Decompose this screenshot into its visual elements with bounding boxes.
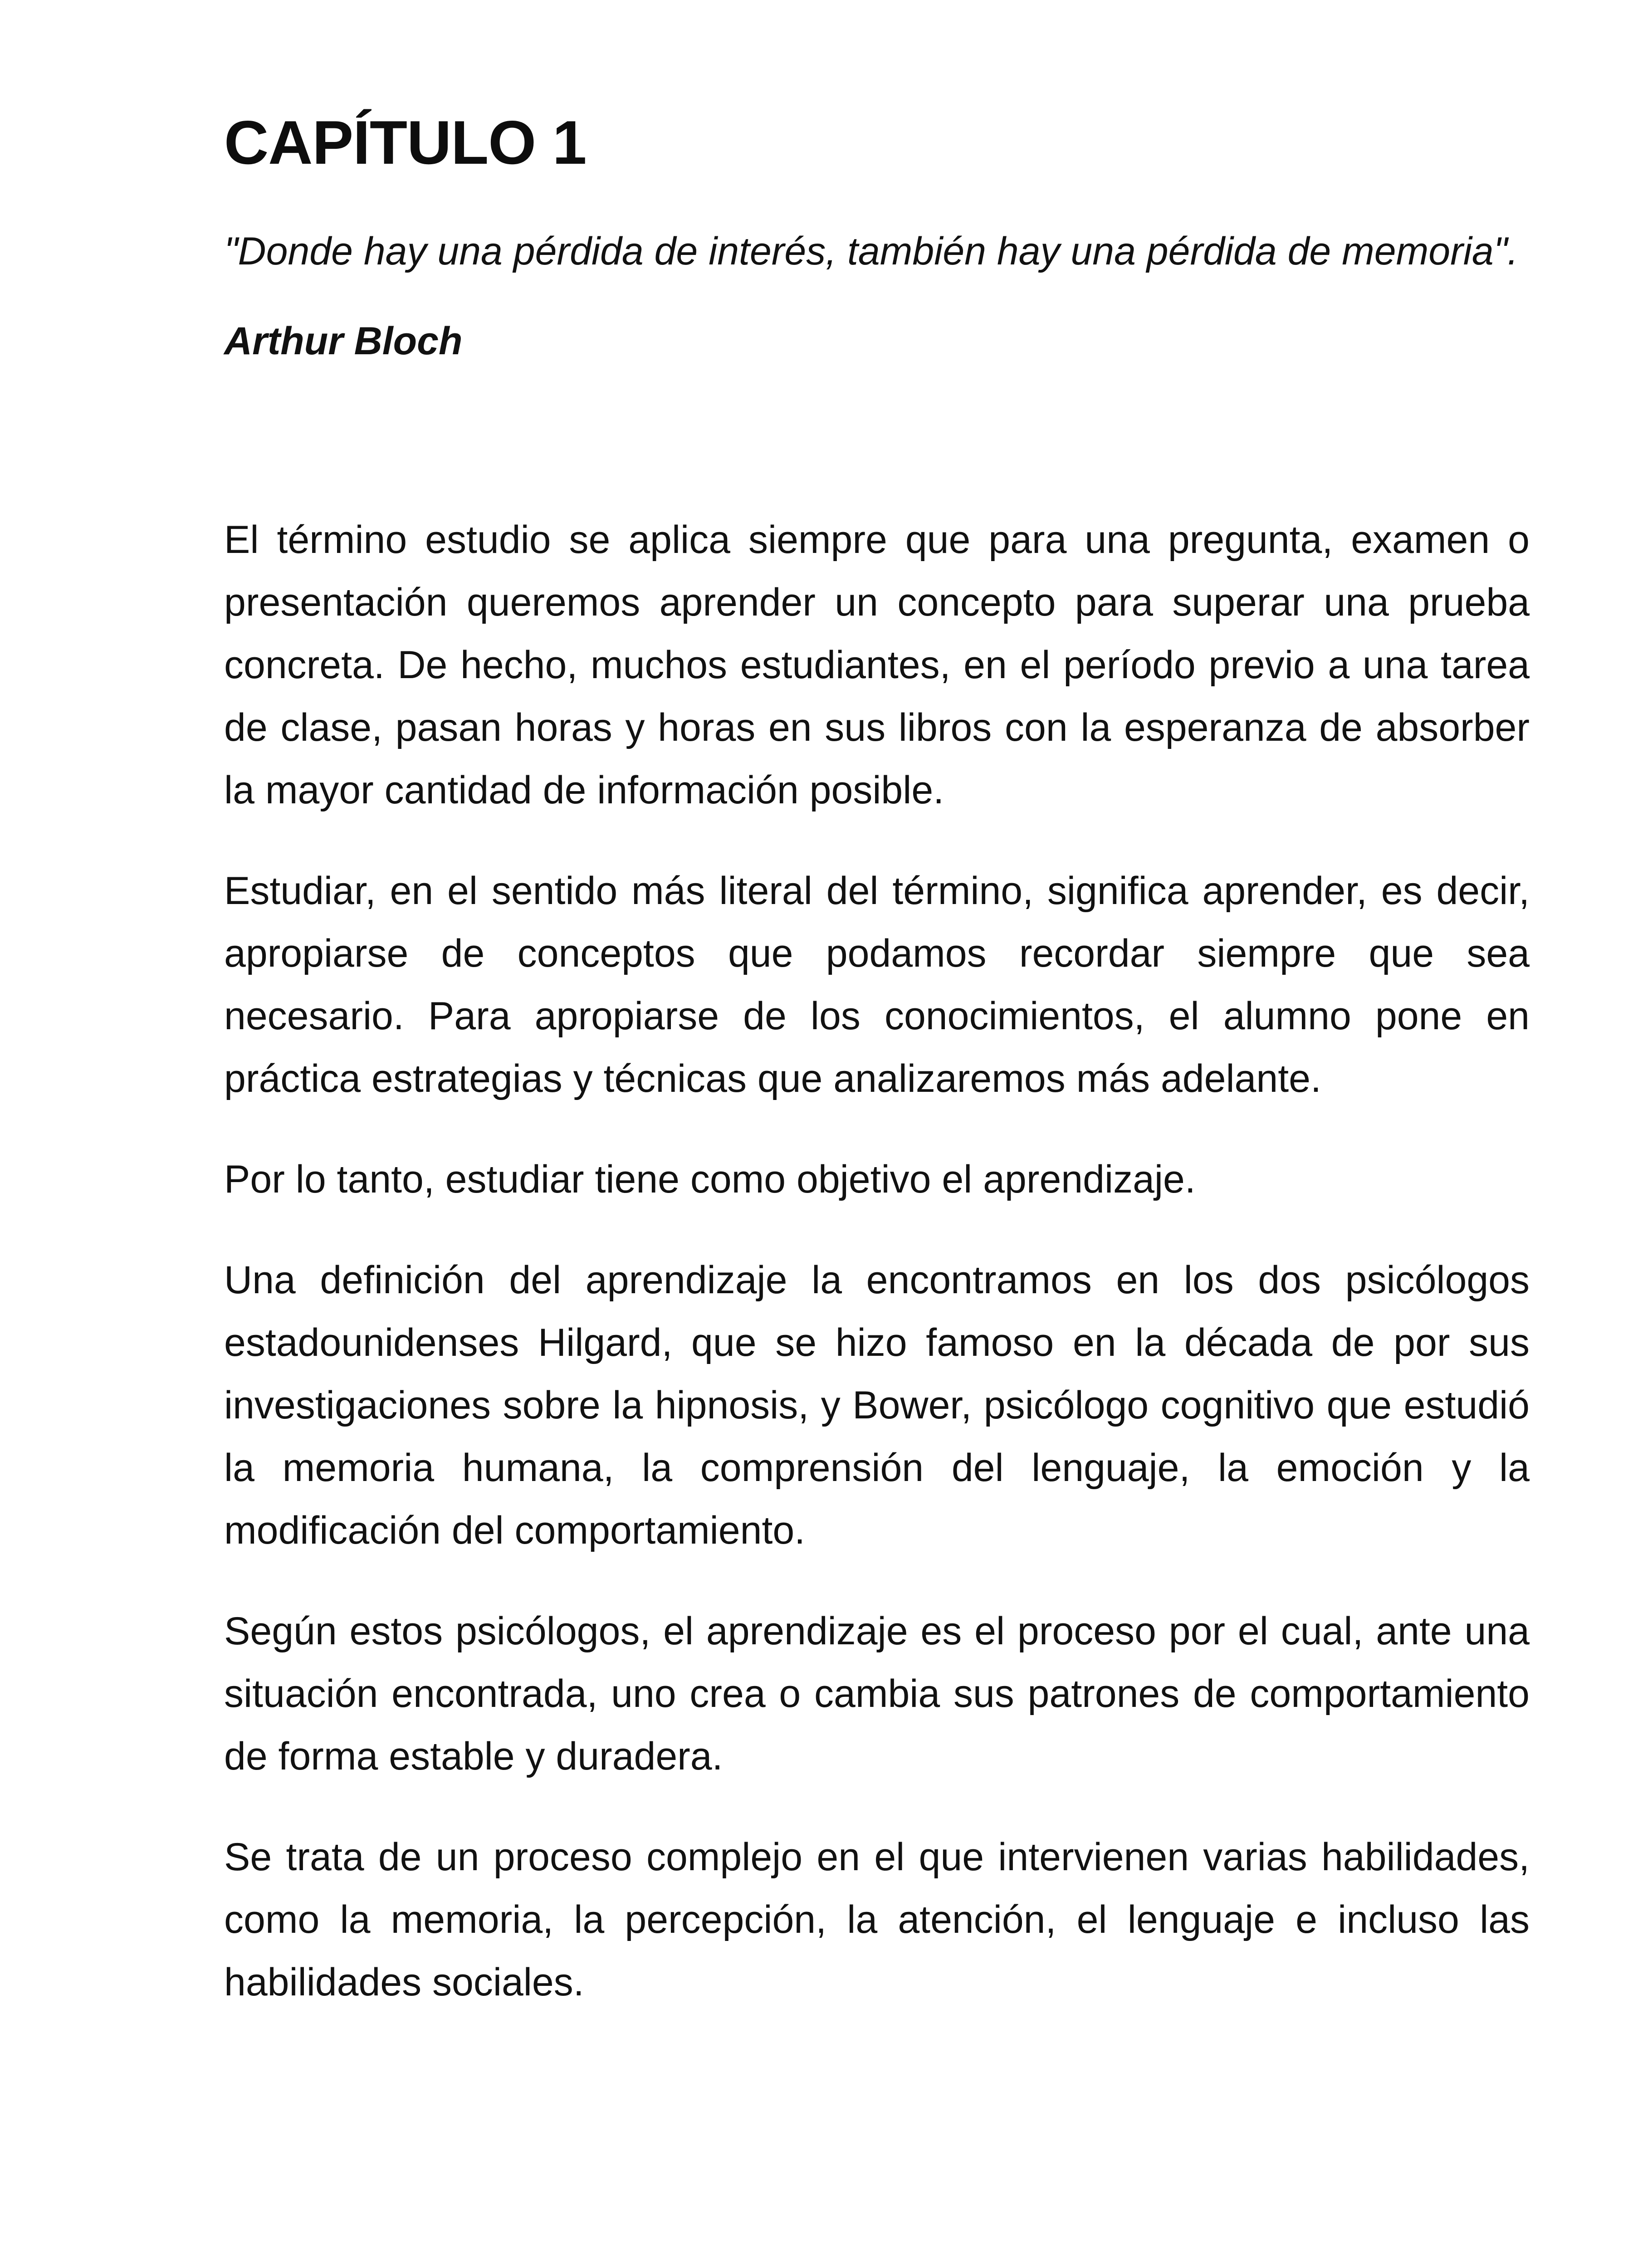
body-paragraph: Una definición del aprendizaje la encontramos en los dos psicólogos estadounidenses Hilgard, que se hizo famoso en la década de por sus investigaciones sobre la hipnosis, y Bower, psicólogo cognitivo que estudió la memoria humana, la comprensión del lenguaje, la emoción y la modificación del comportamiento. [224, 1258, 1530, 1552]
chapter-title: CAPÍTULO 1 [224, 108, 587, 177]
body-paragraph: Se trata de un proceso complejo en el que intervienen varias habilidades, como la memoria, la percepción, la atención, el lenguaje e incluso las habilidades sociales. [224, 1835, 1530, 2004]
body-paragraph: Según estos psicólogos, el aprendizaje es el proceso por el cual, ante una situación encontrada, uno crea o cambia sus patrones de comportamiento de forma estable y duradera. [224, 1609, 1530, 1778]
epigraph-author: Arthur Bloch [224, 319, 463, 363]
epigraph-quote: "Donde hay una pérdida de interés, también hay una pérdida de memoria". [224, 229, 1519, 273]
body-paragraph: Por lo tanto, estudiar tiene como objetivo el aprendizaje. [224, 1157, 1196, 1201]
body-paragraph: Estudiar, en el sentido más literal del término, significa aprender, es decir, apropiarse de conceptos que podamos recordar siempre que sea necesario. Para apropiarse de los conocimientos, el alumno pone en práctica estrategias y técnicas que analizaremos más adelante. [224, 869, 1530, 1100]
page-content [224, 109, 1530, 2052]
body-paragraph: El término estudio se aplica siempre que para una pregunta, examen o presentación queremos aprender un concepto para superar una prueba concreta. De hecho, muchos estudiantes, en el período previo a una tarea de clase, pasan horas y horas en sus libros con la esperanza de absorber la mayor cantidad de información posible. [224, 518, 1530, 812]
